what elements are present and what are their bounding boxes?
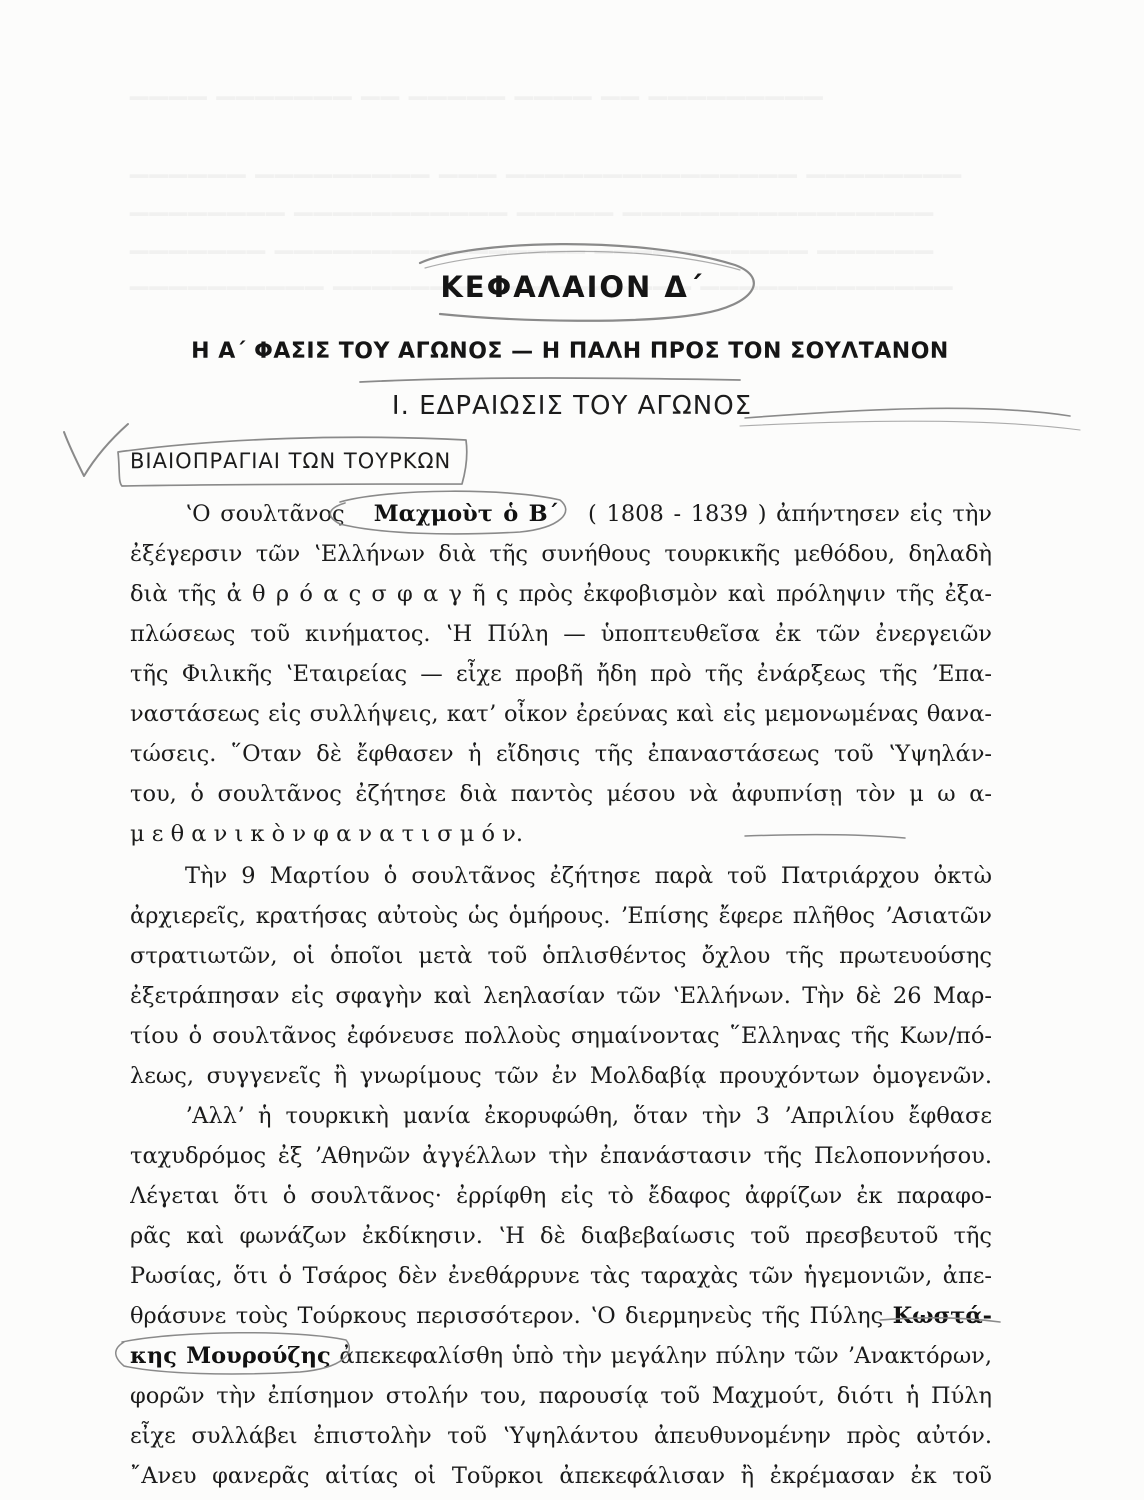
text-line: διὰ τῆς ἀ θ ρ ό α ς σ φ α γ ῆ ς πρὸς ἐκφοβισμὸν καὶ πρόληψιν τῆς ἐξα-	[130, 581, 992, 607]
name-kostakis: Κωστά-	[892, 1303, 992, 1329]
section-title: Ι. ΕΔΡΑΙΩΣΙΣ ΤΟΥ ΑΓΩΝΟΣ	[391, 391, 753, 421]
text-line: ʼΑλλʼ ἡ τουρκικὴ μανία ἐκορυφώθη, ὅταν τὴν 3 ʼΑπριλίου ἔφθασε	[185, 1103, 992, 1129]
name-mahmud: Μαχμοὺτ ὁ Β΄	[373, 501, 559, 527]
show-through-text	[130, 150, 962, 178]
text-line: ἐξέγερσιν τῶν ʽΕλλήνων διὰ τῆς συνήθους τουρκικῆς μεθόδου, δηλαδὴ	[130, 541, 992, 567]
text-line: Λέγεται ὅτι ὁ σουλτᾶνος· ἐρρίφθη εἰς τὸ ἔδαφος ἀφρίζων ἐκ παραφο-	[130, 1183, 992, 1209]
text-line: λεως, συγγενεῖς ἢ γνωρίμους τῶν ἐν Μολδαβίᾳ προυχόντων ὁμογενῶν.	[130, 1063, 992, 1089]
text-line: τῆς Φιλικῆς ʽΕταιρείας — εἶχε προβῆ ἤδη πρὸ τῆς ἐνάρξεως τῆς ʼΕπα-	[130, 661, 992, 687]
text-line: μ ε θ α ν ι κ ὸ ν φ α ν α τ ι σ μ ό ν.	[130, 821, 523, 847]
name-mourouzis: κης Μουρούζης	[130, 1343, 331, 1369]
text-line: φορῶν τὴν ἐπίσημον στολήν του, παρουσίᾳ τοῦ Μαχμούτ, διότι ἡ Πύλη	[130, 1383, 992, 1409]
pencil-checkmark	[64, 424, 128, 476]
pencil-underline-subtitle	[360, 378, 740, 382]
text-line: Ρωσίας, ὅτι ὁ Τσάρος δὲν ἐνεθάρρυνε τὰς ταραχὰς τῶν ἡγεμονιῶν, ἀπε-	[130, 1263, 992, 1289]
chapter-subtitle: Η Α΄ ΦΑΣΙΣ ΤΟΥ ΑΓΩΝΟΣ — Η ΠΑΛΗ ΠΡΟΣ ΤΟΝ ΣΟΥΛΤΑΝΟΝ	[191, 339, 949, 364]
text-line: του, ὁ σουλτᾶνος ἐζήτησε διὰ παντὸς μέσου νὰ ἀφυπνίσῃ τὸν μ ω α-	[130, 781, 992, 807]
text-line: τώσεις. ῞Οταν δὲ ἔφθασεν ἡ εἴδησις τῆς ἐπαναστάσεως τοῦ ʽΥψηλάν-	[130, 741, 992, 767]
show-through-text	[130, 226, 934, 254]
text-line: θράσυνε τοὺς Τούρκους περισσότερον. ʽΟ διερμηνεὺς τῆς Πύλης Κωστά-	[130, 1303, 992, 1329]
text-line: ταχυδρόμος ἐξ ʼΑθηνῶν ἀγγέλλων τὴν ἐπανάστασιν τῆς Πελοποννήσου.	[130, 1143, 992, 1169]
text-line: στρατιωτῶν, οἱ ὁποῖοι μετὰ τοῦ ὁπλισθέντος ὄχλου τῆς πρωτευούσης	[130, 943, 992, 969]
text-line: ναστάσεως εἰς συλλήψεις, κατʼ οἶκον ἐρεύνας καὶ εἰς μεμονωμένας θανα-	[130, 701, 992, 727]
text-line: ʽΟ σουλτᾶνος Μαχμοὺτ ὁ Β΄ ( 1808 - 1839 ) ἀπήντησεν εἰς τὴν	[185, 501, 992, 527]
text-line: εἶχε συλλάβει ἐπιστολὴν τοῦ ʽΥψηλάντου ἀπευθυνομένην πρὸς αὐτόν.	[130, 1423, 992, 1449]
show-through-text	[130, 188, 934, 216]
text-line: κης Μουρούζης ἀπεκεφαλίσθη ὑπὸ τὴν μεγάλην πύλην τῶν ʼΑνακτόρων,	[130, 1343, 992, 1369]
text-line: ἀρχιερεῖς, κρατήσας αὐτοὺς ὡς ὁμήρους. ʼΕπίσης ἔφερε πλῆθος ʼΑσιατῶν	[130, 903, 992, 929]
text-line: ἐξετράπησαν εἰς σφαγὴν καὶ λεηλασίαν τῶν ʽΕλλήνων. Τὴν δὲ 26 Μαρ-	[130, 983, 992, 1009]
text-line: τίου ὁ σουλτᾶνος ἐφόνευσε πολλοὺς σημαίνοντας ῞Ελληνας τῆς Κων/πό-	[130, 1023, 992, 1049]
side-heading: ΒΙΑΙΟΠΡΑΓΙΑΙ ΤΩΝ ΤΟΥΡΚΩΝ	[130, 449, 452, 473]
text-line: Τὴν 9 Μαρτίου ὁ σουλτᾶνος ἐζήτησε παρὰ τοῦ Πατριάρχου ὀκτὼ	[185, 863, 992, 889]
text-line: ῎Ανευ φανερᾶς αἰτίας οἱ Τοῦρκοι ἀπεκεφάλισαν ἢ ἐκρέμασαν ἐκ τοῦ	[130, 1463, 992, 1489]
chapter-title: ΚΕΦΑΛΑΙΟΝ Δ΄	[440, 270, 704, 304]
show-through-text	[130, 72, 824, 100]
text-line: ρᾶς καὶ φωνάζων ἐκδίκησιν. ʽΗ δὲ διαβεβαίωσις τοῦ πρεσβευτοῦ τῆς	[130, 1223, 992, 1249]
text-line: πλώσεως τοῦ κινήματος. ʽΗ Πύλη — ὑποπτευθεῖσα ἐκ τῶν ἐνεργειῶν	[130, 621, 992, 647]
